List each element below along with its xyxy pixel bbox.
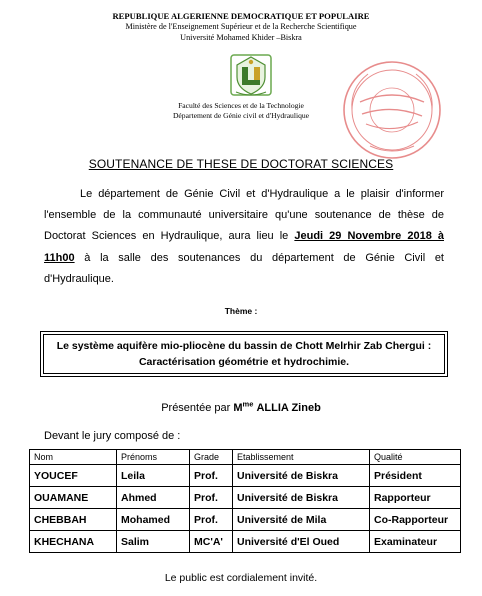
university-logo-icon [228, 52, 274, 98]
jury-header-row [30, 450, 461, 465]
jury-nom: KHECHANA [30, 531, 117, 553]
jury-prenom: Leila [117, 465, 190, 487]
jury-grade: Prof. [190, 487, 233, 509]
thesis-title: Le système aquifère mio-pliocène du bassin de Chott Melrhir Zab Chergui : Caractérisation géométrie et hydrochimie. [43, 334, 445, 374]
jury-grade: MC'A' [190, 531, 233, 553]
announcement-text-start: Le département de Génie Civil et d'Hydraulique a le plaisir d'informer l'ensemble de la communauté universitaire qu'une soutenance de thèse de Doctorat Sciences en Hydraulique, aura lieu le [44, 188, 444, 243]
jury-grade: Prof. [190, 465, 233, 487]
jury-nom: CHEBBAH [30, 509, 117, 531]
jury-qualite: Président [370, 465, 461, 487]
jury-qualite: Co-Rapporteur [370, 509, 461, 531]
jury-etablissement: Université d'El Oued [233, 531, 370, 553]
jury-nom: YOUCEF [30, 465, 117, 487]
presenter-honorific-sup: me [242, 399, 254, 409]
jury-etablissement: Université de Mila [233, 509, 370, 531]
jury-prenom: Mohamed [117, 509, 190, 531]
presenter-honorific: M [233, 402, 243, 414]
table-row [30, 465, 461, 487]
jury-etablissement: Université de Biskra [233, 465, 370, 487]
jury-prenom: Salim [117, 531, 190, 553]
jury-header-cell: Etablissement [233, 450, 370, 465]
jury-prenom: Ahmed [117, 487, 190, 509]
table-row [30, 487, 461, 509]
page-title: SOUTENANCE DE THESE DE DOCTORAT SCIENCES [88, 157, 394, 171]
presenter-name: ALLIA Zineb [256, 402, 321, 414]
jury-etablissement: Université de Biskra [233, 487, 370, 509]
jury-grade: Prof. [190, 509, 233, 531]
faculty-name: Faculté des Sciences et de la Technologie [178, 101, 304, 110]
jury-table [29, 449, 461, 553]
table-row [30, 509, 461, 531]
closing-line: Le public est cordialement invité. [164, 572, 318, 584]
presenter-line [0, 399, 482, 414]
theme-label: Thème : [224, 306, 258, 316]
table-row [30, 531, 461, 553]
announcement-text-end: à la salle des soutenances du département de Génie Civil et d'Hydraulique. [44, 251, 444, 285]
jury-header-cell: Qualité [370, 450, 461, 465]
header-university: Université Mohamed Khider –Biskra [180, 33, 302, 42]
jury-qualite: Examinateur [370, 531, 461, 553]
header-ministry: Ministère de l'Enseignement Supérieur et de la Recherche Scientifique [125, 22, 357, 31]
theme-box [40, 331, 448, 377]
announcement-paragraph [44, 184, 444, 290]
department-stamp-icon [340, 58, 444, 162]
jury-qualite: Rapporteur [370, 487, 461, 509]
presenter-prefix: Présentée par [161, 402, 231, 414]
header-republic: REPUBLIQUE ALGERIENNE DEMOCRATIQUE ET POPULAIRE [112, 11, 370, 21]
jury-intro: Devant le jury composé de : [44, 430, 181, 442]
jury-nom: OUAMANE [30, 487, 117, 509]
defense-date: Jeudi 29 Novembre 2018 à 11h00 [44, 230, 444, 264]
jury-header-cell: Prénoms [117, 450, 190, 465]
department-name: Département de Génie civil et d'Hydraulique [172, 111, 310, 120]
jury-header-cell: Nom [30, 450, 117, 465]
jury-header-cell: Grade [190, 450, 233, 465]
